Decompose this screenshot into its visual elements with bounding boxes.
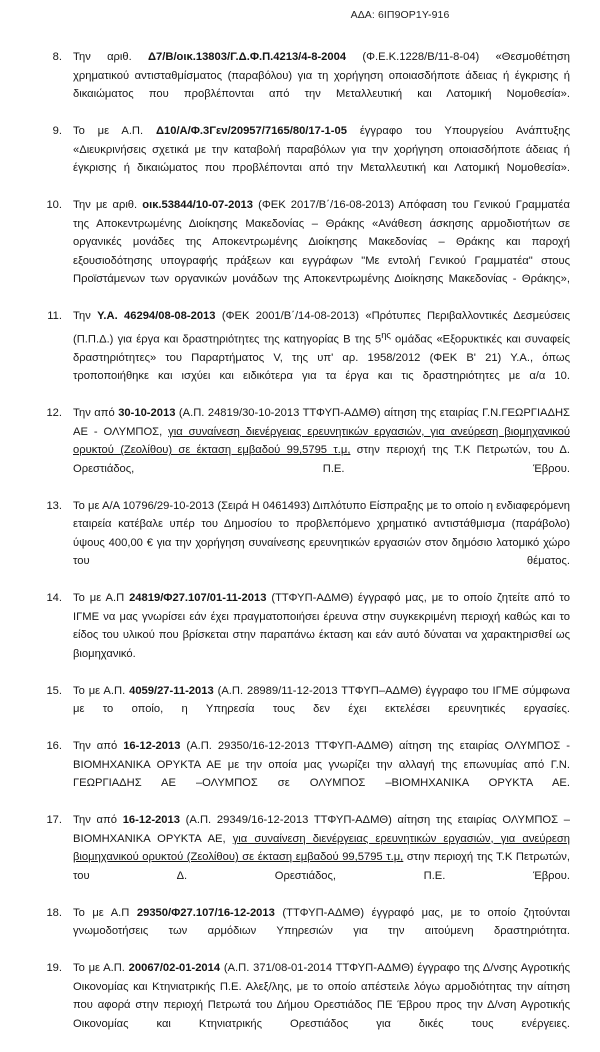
clause-text: [73, 196, 570, 307]
clause-text-run: έγγραφο του Υπουργείου Ανάπτυξης «Διευκρινήσεις σχετικά με την καταβολή παραβόλων για την χορήγηση οποιασδήποτε άδειας ή έγκρισης ή δικαιώματος που προβλέπονται από την Μεταλλευτική και Λατομική Νομοθεσία».: [73, 125, 570, 174]
clause-number: 15.: [46, 684, 62, 697]
clause-text-run: Την αριθ.: [73, 51, 148, 63]
clause-text-run: (Α.Π. 24819/30-10-2013 ΤΤΦΥΠ-ΑΔΜΘ) αίτηση της εταιρίας Γ.Ν.ΓΕΩΡΓΙΑΔΗΣ ΑΕ - ΟΛΥΜΠΟΣ,: [73, 407, 570, 438]
clause-number: 17.: [46, 814, 62, 827]
clause-text: [73, 811, 570, 904]
clause-text-bold: Δ10/Α/Φ.3Γεν/20957/7165/80/17-1-05: [155, 125, 347, 137]
clause-text-run: (Α.Π. 371/08-01-2014 ΤΤΦΥΠ-ΑΔΜΘ) έγγραφο της Δ/νσης Αγροτικής Οικονομίας και Κτηνιατρικής Π.Ε. Αλεξ/λης, με το οποίο απέστειλε λόγω αρμοδιότητας την αίτηση που αφορά στην περιοχή Πετρωτά του Δήμου Ορεστιάδος ΠΕ Έβρου προς την Δ/νση Αγροτικής Οικονομίας και Κτηνιατρικής Ορεστιάδος για δικές τους ενέργειες.: [73, 962, 570, 1030]
clause-text: [73, 307, 570, 404]
clause-text-run: Το με Α.Π.: [73, 125, 156, 137]
clause-text-run: Το με Α/Α 10796/29-10-2013 (Σειρά Η 0461493) Διπλότυπο Είσπραξης με το οποίο η ενδιαφερόμενη εταιρεία κατέβαλε υπέρ του Δημοσίου το προβλεπόμενο χρηματικό αντιστάθμισμα (παράβολο) ύψους 400,00 € για την χορήγηση συναίνεσης ερευνητικών εργασιών στον δημόσιο λατομικό χώρο του θέματος.: [73, 499, 570, 568]
clause-text-run: Την από: [73, 740, 124, 753]
clause-item: [40, 307, 570, 404]
clause-item: [40, 904, 570, 960]
clause-text-run: (Α.Π. 28989/11-12-2013 ΤΤΦΥΠ–ΑΔΜΘ) έγγραφο του ΙΓΜΕ σύμφωνα με το οποίο, η Υπηρεσία τους δεν έχει εκτελέσει ερευνητικές εργασίες.: [73, 684, 570, 716]
clause-text-run: (ΦΕΚ 2017/Β΄/16-08-2013) Απόφαση του Γενικού Γραμματέα της Αποκεντρωμένης Διοίκησης Μακεδονίας – Θράκης «Ανάθεση άσκησης αρμοδιοτήτων σε οργανικές μονάδες της Αποκεντρωμένης Διοίκησης Μακεδονίας – Θράκης και παροχή εξουσιοδότησης υπογραφής πράξεων και εγγράφων "Με εντολή Γενικού Γραμματέα" στους Προϊστάμενων των οργανικών μονάδων της Αποκεντρωμένης Διοίκησης Μακεδονίας - Θράκης»,: [73, 199, 570, 285]
clause-item: [40, 122, 570, 196]
clause-item: [40, 811, 570, 904]
clause-number: 10.: [46, 199, 62, 211]
clause-text-superscript: ης: [381, 329, 391, 340]
clause-text: [73, 959, 570, 1052]
clause-number: 12.: [46, 407, 62, 420]
clause-text-run: Την από: [73, 814, 123, 827]
clause-text: [73, 122, 570, 196]
ada-reference-header: ΑΔΑ: 6ΙΠ9ΟΡ1Υ-916: [350, 9, 450, 21]
clause-text-run: Την: [73, 310, 98, 322]
clause-text-run: (Α.Π. 29349/16-12-2013 ΤΤΦΥΠ-ΑΔΜΘ) αίτηση της εταιρίας ΟΛΥΜΠΟΣ – ΒΙΟΜΗΧΑΝΙΚΑ ΟΡΥΚΤΑ ΑΕ,: [73, 814, 570, 845]
clause-text-run: (ΤΤΦΥΠ-ΑΔΜΘ) έγγραφό μας, με το οποίο ζητούνται γνωμοδοτήσεις των αρμόδιων Υπηρεσιών για την αιτούμενη δραστηριότητα.: [73, 906, 570, 938]
clause-text-run: (Φ.Ε.Κ.1228/Β/11-8-04) «Θεσμοθέτηση χρηματικού αντισταθμίσματος (παραβόλου) για τη χορήγηση οποιασδήποτε άδειας ή έγκρισης ή δικαιώματος που προβλέπονται από την Μεταλλευτική και Λατομική Νομοθεσία».: [73, 51, 570, 100]
clause-number: 16.: [46, 740, 62, 753]
clause-number: 14.: [46, 592, 62, 605]
clause-item: [40, 48, 570, 122]
clause-text-run: ομάδας «Εξορυκτικές και συναφείς δραστηριότητες» του Παραρτήματος V, της υπ' αρ. 1958/2012 (ΦΕΚ Β' 21) Υ.Α., όπως τροποποιήθηκε και ισχύει και ειδικότερα για τα έργα και τις δραστηριότητες με α/α 10.: [73, 333, 570, 383]
clause-number: 13.: [46, 499, 62, 512]
clause-text-bold: Δ7/Β/οικ.13803/Γ.Δ.Φ.Π.4213/4-8-2004: [148, 51, 347, 63]
clause-text-bold: 16-12-2013: [123, 740, 181, 753]
clause-text-bold: 30-10-2013: [118, 407, 176, 420]
clause-text-bold: οικ.53844/10-07-2013: [142, 199, 253, 211]
clause-text-run: Το με Α.Π: [73, 592, 130, 605]
clause-item: [40, 959, 570, 1052]
clause-number: 9.: [52, 125, 62, 137]
clause-item: [40, 737, 570, 811]
clause-number: 18.: [46, 906, 62, 919]
clause-number: 11.: [47, 310, 62, 322]
clause-text-run: (ΤΤΦΥΠ-ΑΔΜΘ) έγγραφό μας, με το οποίο ζητείτε από το ΙΓΜΕ να μας γνωρίσει εάν έχει πραγματοποιήσει έρευνα στην συγκεκριμένη περιοχή καθώς και το είδος του υλικού που βρίσκεται στην παραπάνω έκταση και εάν αυτό δύναται να χαρακτηρισθεί ως βιομηχανικό.: [73, 592, 570, 660]
clause-text: [73, 497, 570, 590]
numbered-clause-list: [40, 48, 570, 1052]
clause-text-run: στην περιοχή της Τ.Κ Πετρωτών, του Δ. Ορεστιάδος, Π.Ε. Έβρου.: [73, 444, 570, 475]
clause-text: [73, 48, 570, 122]
clause-text: [73, 682, 570, 738]
clause-text-underlined: για συναίνεση διενέργειας ερευνητικών εργασιών, για ανεύρεση βιομηχανικού ορυκτού (Ζεολίθου) σε έκταση εμβαδού 99,5795 τ.μ,: [73, 832, 570, 864]
clause-item: [40, 497, 570, 590]
clause-text-run: στην περιοχή της Τ.Κ Πετρωτών, του Δ. Ορεστιάδος, Π.Ε. Έβρου.: [73, 851, 570, 882]
clause-text: [73, 737, 570, 811]
clause-text-bold: 24819/Φ27.107/01-11-2013: [129, 592, 267, 605]
clause-item: [40, 589, 570, 682]
clause-text-run: Το με Α.Π: [73, 906, 137, 919]
clause-text: [73, 904, 570, 960]
clause-text: [73, 404, 570, 497]
clause-text-bold: 4059/27-11-2013: [129, 684, 214, 697]
clause-text-bold: 46294/08-08-2013: [124, 310, 216, 322]
clause-text-run: (ΦΕΚ 2001/Β΄/14-08-2013) «Πρότυπες Περιβαλλοντικές Δεσμεύσεις (Π.Π.Δ.) για έργα και δραστηριότητες της κατηγορίας Β της 5: [73, 310, 570, 346]
clause-text-underlined: για συναίνεση διενέργειας ερευνητικών εργασιών, για ανεύρεση βιομηχανικού ορυκτού (Ζεολίθου) σε έκταση εμβαδού 99,5795 τ.μ,: [73, 425, 570, 457]
clause-number: 19.: [46, 962, 62, 975]
clause-text-bold: 29350/Φ27.107/16-12-2013: [136, 906, 275, 919]
clause-text-bold: Υ.Α.: [97, 310, 118, 322]
clause-number: 8.: [52, 51, 62, 63]
clause-item: [40, 682, 570, 738]
clause-text-bold: 16-12-2013: [122, 814, 180, 827]
clause-text-run: (Α.Π. 29350/16-12-2013 ΤΤΦΥΠ-ΑΔΜΘ) αίτηση της εταιρίας ΟΛΥΜΠΟΣ - ΒΙΟΜΗΧΑΝΙΚΑ ΟΡΥΚΤΑ ΑΕ με την οποία μας γνωρίζει την αλλαγή της επωνυμίας από Γ.Ν. ΓΕΩΡΓΙΑΔΗΣ ΑΕ –ΟΛΥΜΠΟΣ σε ΟΛΥΜΠΟΣ –ΒΙΟΜΗΧΑΝΙΚΑ ΟΡΥΚΤΑ ΑΕ.: [73, 740, 570, 790]
clause-text-run: Την με αριθ.: [73, 199, 143, 211]
clause-text: [73, 589, 570, 682]
clause-text-bold: 20067/02-01-2014: [128, 962, 221, 975]
document-body: [40, 48, 570, 1052]
clause-item: [40, 196, 570, 307]
clause-text-run: Την από: [73, 407, 119, 420]
clause-text-run: Το με Α.Π.: [73, 962, 129, 975]
clause-item: [40, 404, 570, 497]
clause-text-run: Το με Α.Π.: [73, 684, 130, 697]
